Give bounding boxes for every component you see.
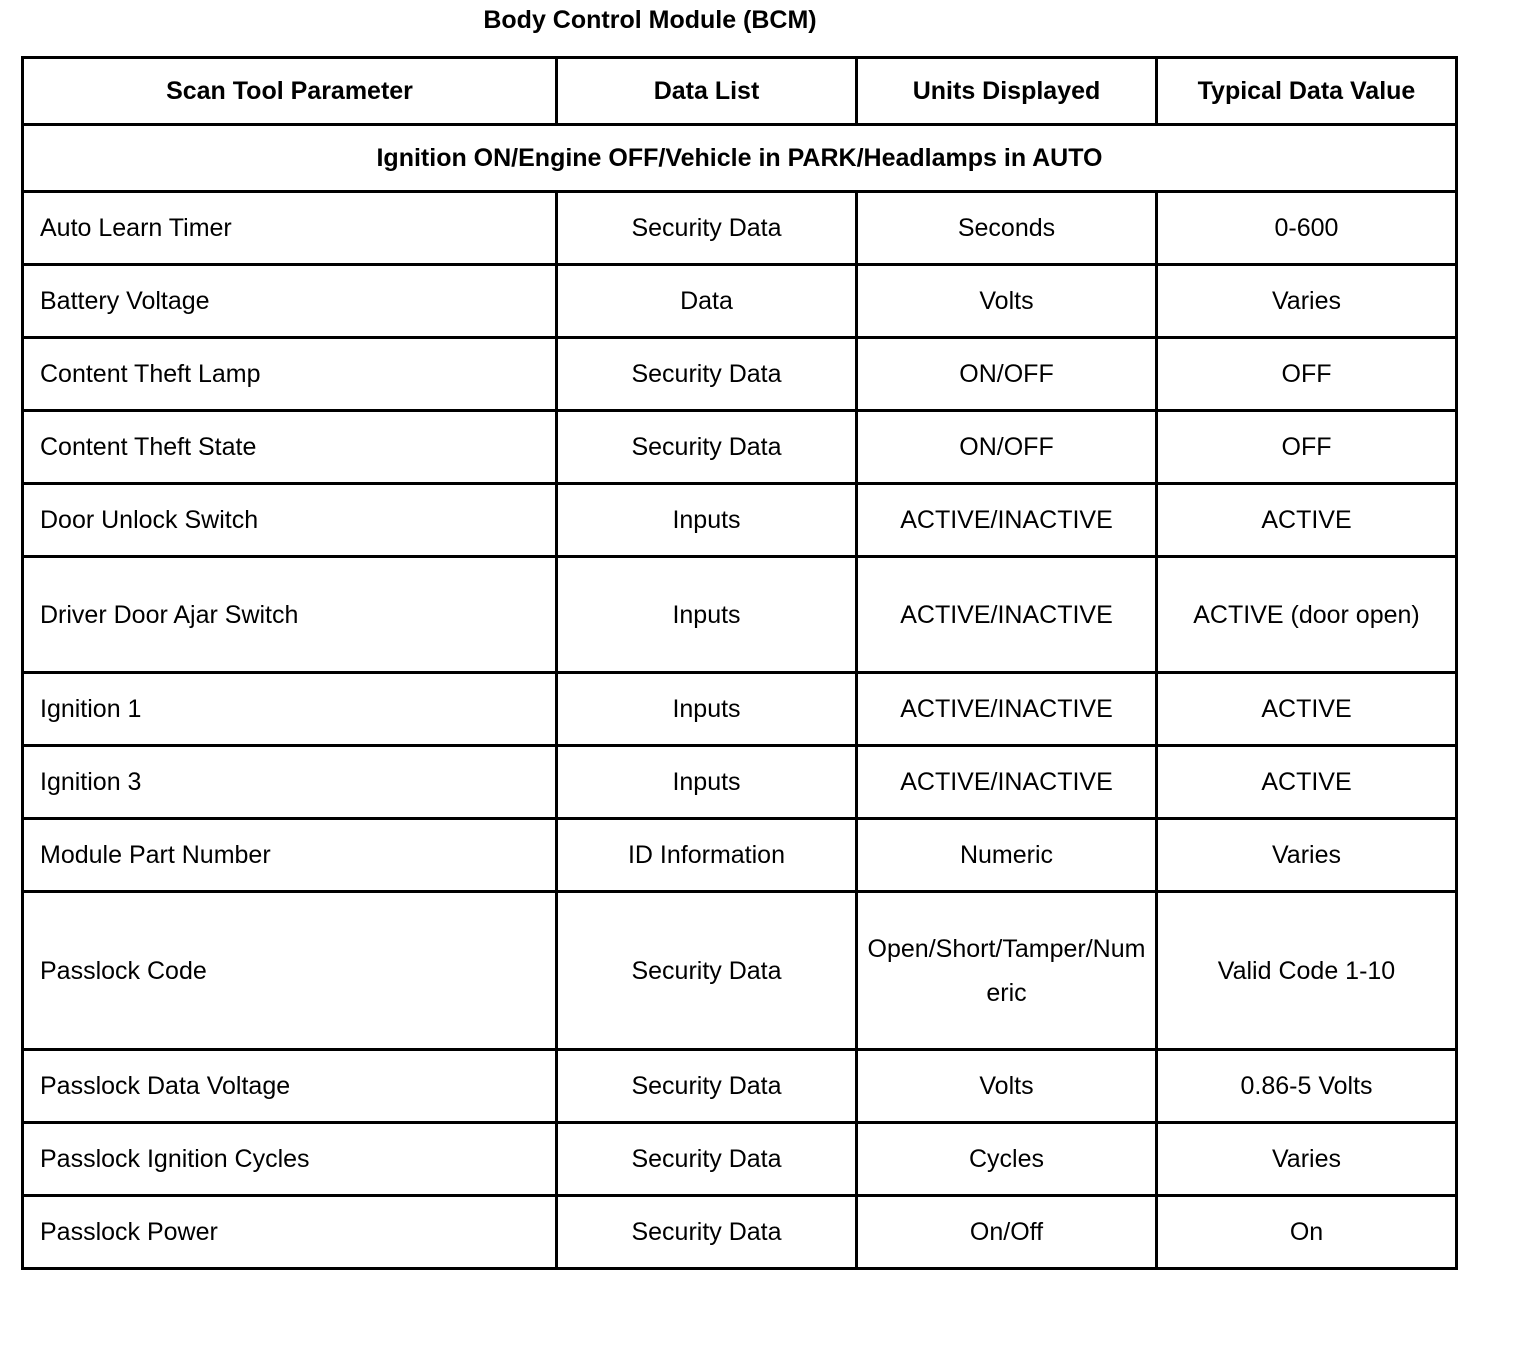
section-heading: Ignition ON/Engine OFF/Vehicle in PARK/Headlamps in AUTO (23, 125, 1457, 192)
header-data-list: Data List (557, 58, 857, 125)
cell-typical-value: ACTIVE (1157, 484, 1457, 557)
cell-parameter: Ignition 1 (23, 673, 557, 746)
table-row (23, 1050, 1457, 1123)
page-title: Body Control Module (BCM) (483, 6, 817, 34)
cell-parameter: Content Theft Lamp (23, 338, 557, 411)
cell-parameter: Driver Door Ajar Switch (23, 557, 557, 673)
cell-units: ON/OFF (857, 411, 1157, 484)
cell-parameter: Auto Learn Timer (23, 192, 557, 265)
cell-parameter: Passlock Code (23, 892, 557, 1050)
cell-data-list: Security Data (557, 892, 857, 1050)
cell-units: ACTIVE/INACTIVE (857, 673, 1157, 746)
table-row (23, 192, 1457, 265)
cell-typical-value: OFF (1157, 338, 1457, 411)
cell-data-list: Security Data (557, 1050, 857, 1123)
cell-typical-value: ACTIVE (door open) (1157, 557, 1457, 673)
cell-units: Cycles (857, 1123, 1157, 1196)
bcm-data-table (21, 56, 1458, 1270)
cell-units: Volts (857, 1050, 1157, 1123)
table-row (23, 411, 1457, 484)
cell-units: On/Off (857, 1196, 1157, 1269)
cell-typical-value: ACTIVE (1157, 746, 1457, 819)
table-row (23, 746, 1457, 819)
section-row (23, 125, 1457, 192)
table-row (23, 673, 1457, 746)
header-scan-tool-parameter: Scan Tool Parameter (23, 58, 557, 125)
cell-typical-value: On (1157, 1196, 1457, 1269)
cell-units: ACTIVE/INACTIVE (857, 557, 1157, 673)
table-header-row (23, 58, 1457, 125)
table-row (23, 557, 1457, 673)
table-row (23, 1123, 1457, 1196)
cell-typical-value: Varies (1157, 1123, 1457, 1196)
cell-data-list: ID Information (557, 819, 857, 892)
cell-typical-value: Valid Code 1-10 (1157, 892, 1457, 1050)
header-units-displayed: Units Displayed (857, 58, 1157, 125)
header-typical-data-value: Typical Data Value (1157, 58, 1457, 125)
cell-typical-value: Varies (1157, 819, 1457, 892)
cell-parameter: Passlock Power (23, 1196, 557, 1269)
cell-units: Numeric (857, 819, 1157, 892)
cell-data-list: Data (557, 265, 857, 338)
table-row (23, 338, 1457, 411)
table-row (23, 819, 1457, 892)
cell-units: Seconds (857, 192, 1157, 265)
cell-typical-value: OFF (1157, 411, 1457, 484)
cell-units: ON/OFF (857, 338, 1157, 411)
cell-units: Volts (857, 265, 1157, 338)
cell-typical-value: 0.86-5 Volts (1157, 1050, 1457, 1123)
cell-parameter: Module Part Number (23, 819, 557, 892)
cell-parameter: Passlock Data Voltage (23, 1050, 557, 1123)
cell-parameter: Ignition 3 (23, 746, 557, 819)
cell-units: Open/Short/Tamper/Numeric (857, 892, 1157, 1050)
cell-data-list: Security Data (557, 411, 857, 484)
cell-units: ACTIVE/INACTIVE (857, 484, 1157, 557)
cell-data-list: Security Data (557, 1196, 857, 1269)
cell-parameter: Battery Voltage (23, 265, 557, 338)
table-row (23, 484, 1457, 557)
cell-data-list: Security Data (557, 1123, 857, 1196)
cell-typical-value: ACTIVE (1157, 673, 1457, 746)
cell-typical-value: 0-600 (1157, 192, 1457, 265)
cell-units: ACTIVE/INACTIVE (857, 746, 1157, 819)
cell-parameter: Door Unlock Switch (23, 484, 557, 557)
table-row (23, 1196, 1457, 1269)
cell-data-list: Inputs (557, 557, 857, 673)
cell-data-list: Security Data (557, 338, 857, 411)
cell-data-list: Inputs (557, 484, 857, 557)
cell-data-list: Inputs (557, 746, 857, 819)
table-row (23, 265, 1457, 338)
cell-data-list: Inputs (557, 673, 857, 746)
cell-parameter: Content Theft State (23, 411, 557, 484)
cell-parameter: Passlock Ignition Cycles (23, 1123, 557, 1196)
table-row (23, 892, 1457, 1050)
cell-data-list: Security Data (557, 192, 857, 265)
cell-typical-value: Varies (1157, 265, 1457, 338)
